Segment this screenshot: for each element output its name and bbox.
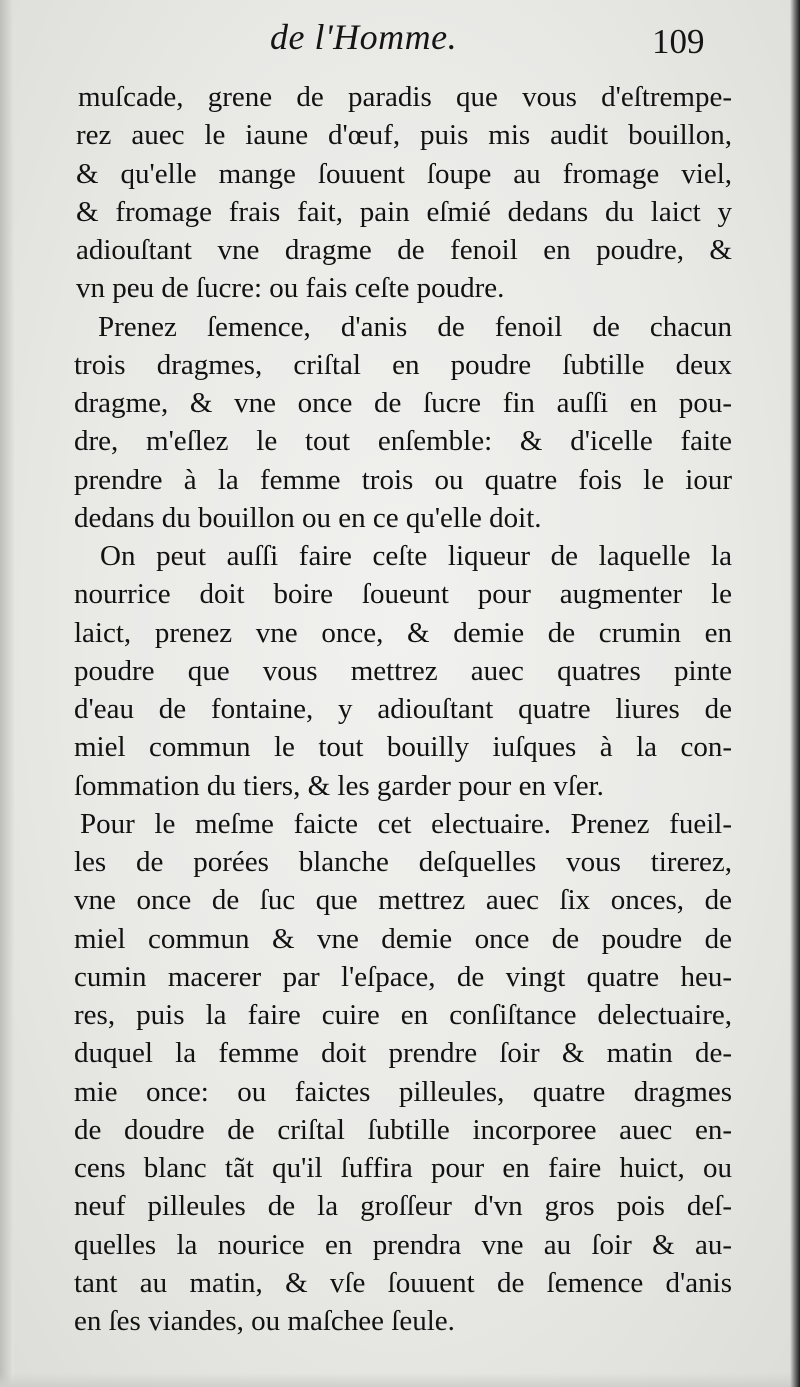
text-line: les de porées blanche deſquelles vous tirerez, xyxy=(74,846,732,878)
text-line: dragme, & vne once de ſucre fin auſſi en pou- xyxy=(74,387,732,419)
text-line: duquel la femme doit prendre ſoir & matin de- xyxy=(74,1037,732,1070)
text-line: & fromage frais fait, pain eſmié dedans du laict y xyxy=(76,195,732,228)
text-line: muſcade, grene de paradis que vous d'eſtrempe- xyxy=(78,81,732,113)
text-line: Pour le meſme faicte cet electuaire. Prenez fueil- xyxy=(80,807,732,840)
body-text xyxy=(70,78,732,1340)
text-line: dedans du bouillon ou en ce qu'elle doit. xyxy=(74,501,542,534)
page-edge-shadow xyxy=(0,1373,800,1387)
text-line: neuf pilleules de la groſſeur d'vn gros pois deſ- xyxy=(74,1190,732,1223)
text-line: en ſes viandes, ou maſchee ſeule. xyxy=(74,1305,455,1337)
text-line: poudre que vous mettrez auec quatres pinte xyxy=(74,654,732,687)
text-line: res, puis la faire cuire en conſiſtance delectuaire, xyxy=(74,999,732,1031)
text-line: trois dragmes, criſtal en poudre ſubtille deux xyxy=(74,348,732,381)
text-line: de doudre de criſtal ſubtille incorporee auec en- xyxy=(74,1113,732,1146)
text-line: ſommation du tiers, & les garder pour en vſer. xyxy=(74,769,604,802)
text-line: dre, m'eſlez le tout enſemble: & d'icelle faite xyxy=(74,425,732,458)
text-line: laict, prenez vne once, & demie de crumin en xyxy=(74,616,732,649)
text-line: d'eau de fontaine, y adiouſtant quatre liures de xyxy=(74,693,732,725)
text-line: Prenez ſemence, d'anis de fenoil de chacun xyxy=(98,310,732,343)
text-line: miel commun & vne demie once de poudre de xyxy=(74,922,732,955)
running-head: de l'Homme. xyxy=(270,17,458,57)
text-line: mie once: ou faictes pilleules, quatre dragmes xyxy=(74,1075,732,1108)
text-line: On peut auſſi faire ceſte liqueur de laquelle la xyxy=(100,540,732,572)
text-line: adiouſtant vne dragme de fenoil en poudre, & xyxy=(76,234,732,266)
text-line: nourrice doit boire ſoueunt pour augmenter le xyxy=(74,578,732,611)
text-line: miel commun le tout bouilly iuſques à la con- xyxy=(74,731,732,764)
text-line: vne once de ſuc que mettrez auec ſix onces, de xyxy=(74,884,732,917)
text-line: vn peu de ſucre: ou fais ceſte poudre. xyxy=(76,272,505,305)
text-line: rez auec le iaune d'œuf, puis mis audit bouillon, xyxy=(76,119,732,152)
text-line: & qu'elle mange ſouuent ſoupe au fromage viel, xyxy=(76,157,732,190)
text-line: quelles la nourice en prendra vne au ſoir & au- xyxy=(74,1228,732,1261)
page-number: 109 xyxy=(652,22,705,61)
text-line: cens blanc tãt qu'il ſuffira pour en faire huict, ou xyxy=(74,1152,732,1184)
text-line: tant au matin, & vſe ſouuent de ſemence d'anis xyxy=(74,1266,732,1299)
text-line: prendre à la femme trois ou quatre fois le iour xyxy=(74,463,732,496)
text-line: cumin macerer par l'eſpace, de vingt quatre heu- xyxy=(74,960,732,993)
